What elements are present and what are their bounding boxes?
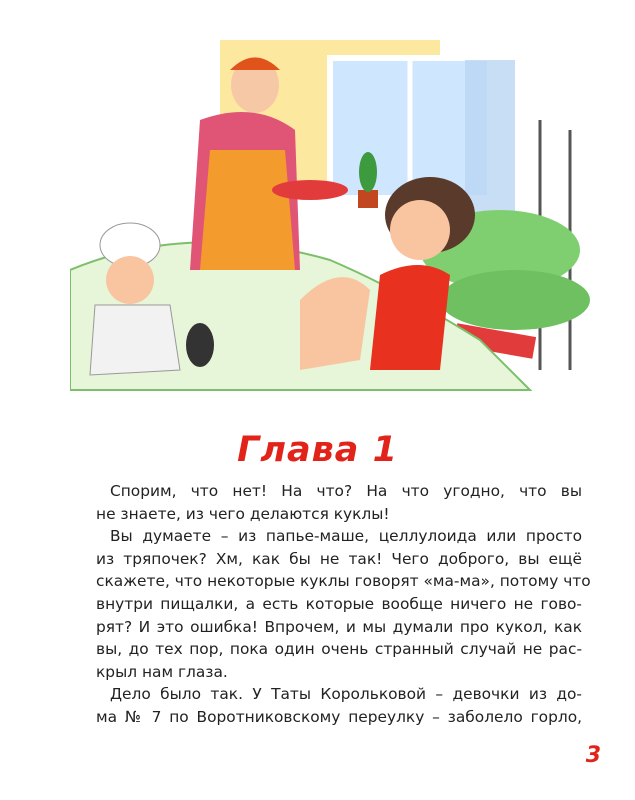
doll-face-icon xyxy=(106,256,154,304)
page-number: 3 xyxy=(585,743,601,768)
doll-boot-icon xyxy=(186,323,214,367)
illustration xyxy=(70,40,590,420)
girl-face-icon xyxy=(390,200,450,260)
text-line: ма № 7 по Воротниковскому переулку – заболело горло, xyxy=(96,707,582,726)
doll-body-icon xyxy=(90,305,180,375)
apron-icon xyxy=(200,150,295,270)
text-line: из тряпочек? Хм, как бы не так! Чего доброго, вы ещё xyxy=(96,549,582,568)
curtain-icon xyxy=(465,60,515,220)
text-line: Вы думаете – из папье-маше, целлулоида или просто xyxy=(110,527,582,546)
cactus-icon xyxy=(359,152,377,192)
text-line: не знаете, из чего делаются куклы! xyxy=(96,504,390,523)
chapter-title: Глава 1 xyxy=(237,430,398,470)
cactus-pot-icon xyxy=(358,190,378,208)
text-line: крыл нам глаза. xyxy=(96,662,228,681)
bowl-icon xyxy=(272,180,348,200)
scarf-icon xyxy=(370,265,450,370)
text-line: вы, до тех пор, пока один очень странный случай не рас- xyxy=(96,640,582,659)
story-text xyxy=(96,480,591,729)
text-line: Спорим, что нет! На что? На что угодно, что вы xyxy=(110,482,582,500)
text-line: Дело было так. У Таты Корольковой – девочки из до- xyxy=(110,685,582,704)
text-line: скажете, что некоторые куклы говорят «ма-ма», потому что xyxy=(96,572,591,591)
text-line: внутри пищалки, а есть которые вообще ничего не гово- xyxy=(96,594,582,613)
text-line: рят? И это ошибка! Впрочем, и мы думали про кукол, как xyxy=(96,617,582,636)
